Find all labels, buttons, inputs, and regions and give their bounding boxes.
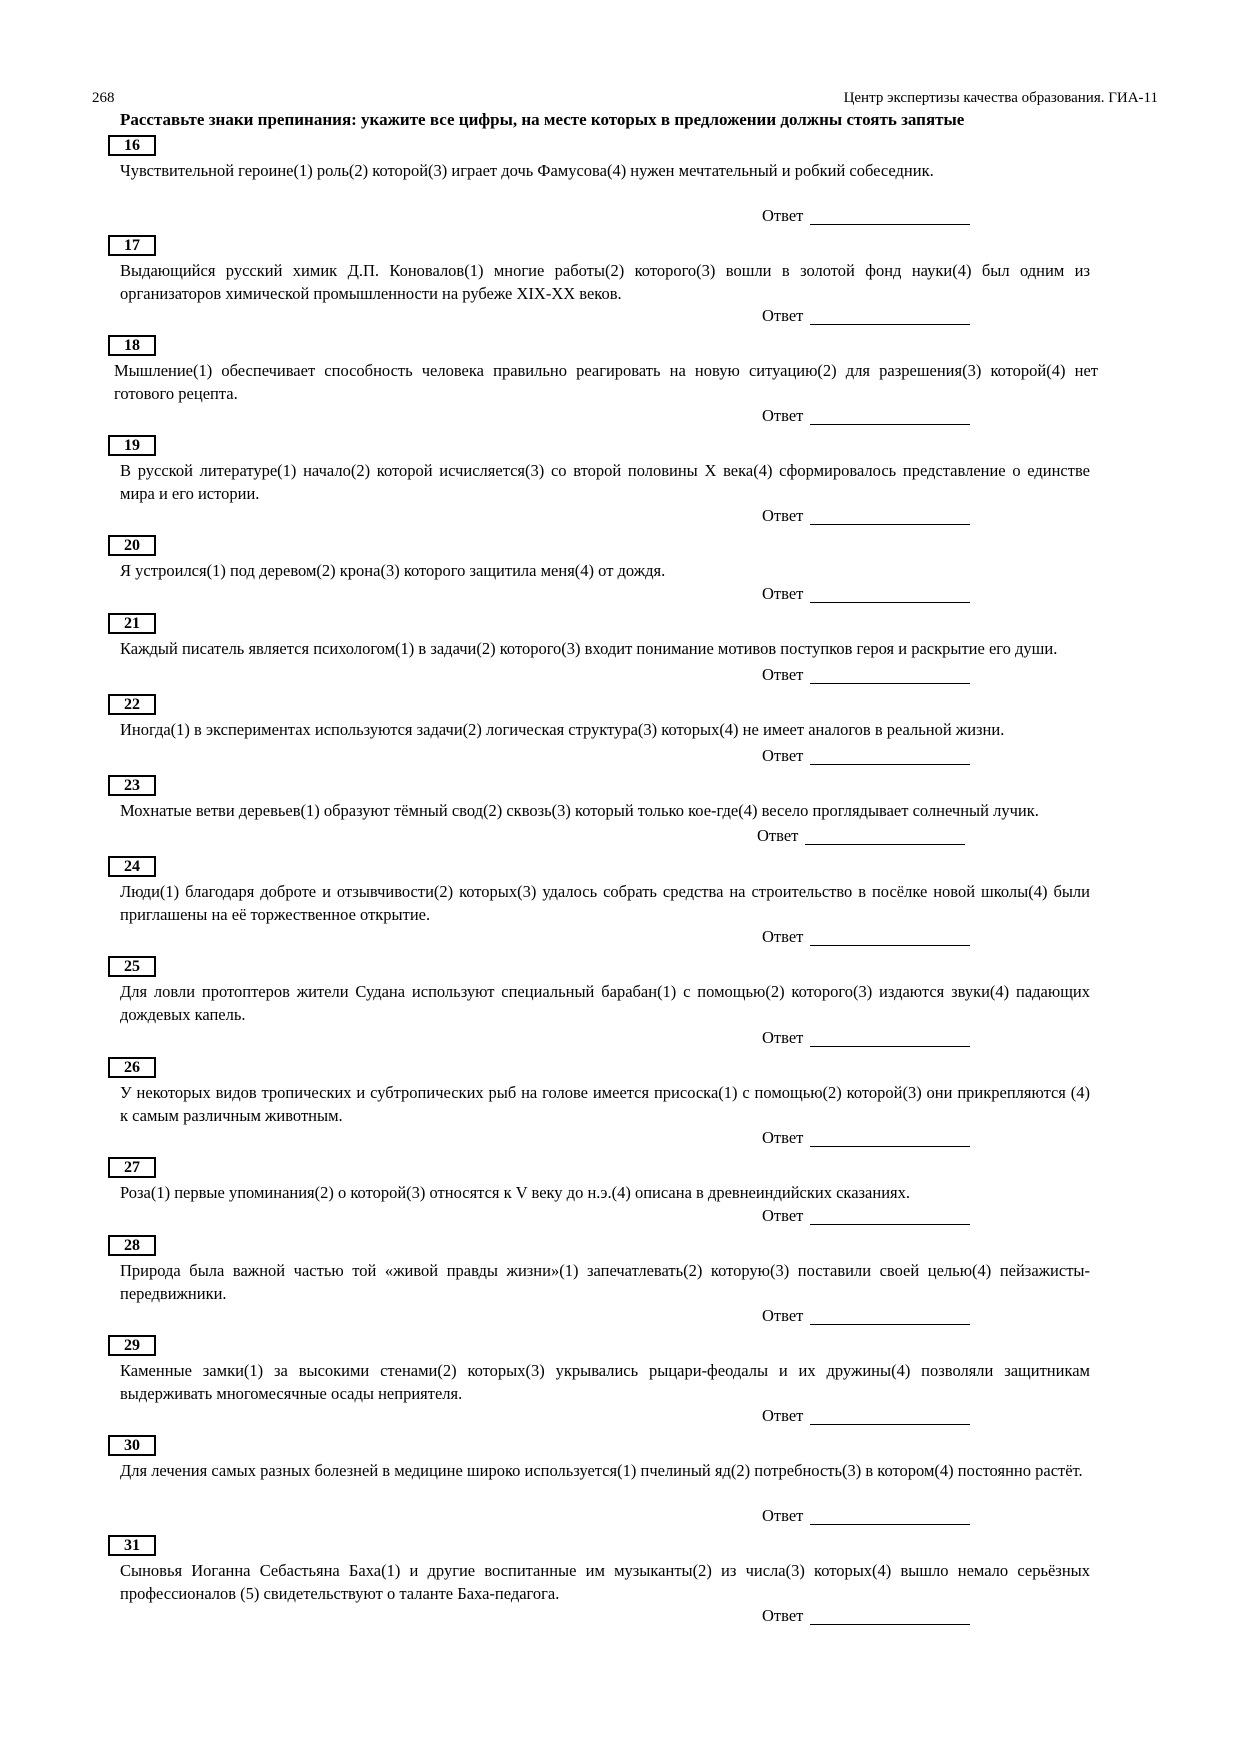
- task-sentence: Выдающийся русский химик Д.П. Коновалов(1) многие работы(2) которого(3) вошли в золотой фонд науки(4) был одним из организаторов химической промышленности на рубеже XIX-XX веков.: [120, 261, 1090, 303]
- page-number: 268: [92, 90, 115, 106]
- answer-field-30[interactable]: [810, 1524, 970, 1525]
- answer-row-22: [762, 746, 972, 766]
- answer-row-21: [762, 665, 972, 685]
- answer-label: Ответ: [762, 1128, 804, 1147]
- answer-row-19: [762, 506, 972, 526]
- task-sentence: Мышление(1) обеспечивает способность человека правильно реагировать на новую ситуацию(2) для разрешения(3) которой(4) нет готового рецепта.: [114, 361, 1098, 403]
- task-number: 22: [108, 694, 156, 715]
- task-sentence: Роза(1) первые упоминания(2) о которой(3) относятся к V веку до н.э.(4) описана в древнеиндийских сказаниях.: [120, 1183, 910, 1202]
- task-sentence: Чувствительной героине(1) роль(2) которой(3) играет дочь Фамусова(4) нужен мечтательный и робкий собеседник.: [120, 161, 934, 180]
- answer-label: Ответ: [762, 506, 804, 525]
- answer-label: Ответ: [762, 665, 804, 684]
- answer-label: Ответ: [762, 406, 804, 425]
- answer-field-26[interactable]: [810, 1146, 970, 1147]
- answer-field-18[interactable]: [810, 424, 970, 425]
- task-number: 23: [108, 775, 156, 796]
- answer-row-31: [762, 1606, 972, 1626]
- answer-field-29[interactable]: [810, 1424, 970, 1425]
- answer-row-30: [762, 1506, 972, 1526]
- answer-field-17[interactable]: [810, 324, 970, 325]
- answer-field-20[interactable]: [810, 602, 970, 603]
- task-number: 19: [108, 435, 156, 456]
- answer-label: Ответ: [762, 1028, 804, 1047]
- task-sentence: Мохнатые ветви деревьев(1) образуют тёмный свод(2) сквозь(3) который только кое-где(4) весело проглядывает солнечный лучик.: [120, 801, 1039, 820]
- answer-row-27: [762, 1206, 972, 1226]
- answer-row-17: [762, 306, 972, 326]
- answer-row-16: [762, 206, 972, 226]
- answer-field-22[interactable]: [810, 764, 970, 765]
- answer-label: Ответ: [762, 584, 804, 603]
- answer-row-26: [762, 1128, 972, 1148]
- answer-row-25: [762, 1028, 972, 1048]
- answer-field-27[interactable]: [810, 1224, 970, 1225]
- answer-field-19[interactable]: [810, 524, 970, 525]
- answer-field-24[interactable]: [810, 945, 970, 946]
- answer-label: Ответ: [762, 306, 804, 325]
- task-sentence: Иногда(1) в экспериментах используются задачи(2) логическая структура(3) которых(4) не имеет аналогов в реальной жизни.: [120, 720, 1005, 739]
- answer-label: Ответ: [762, 1306, 804, 1325]
- task-number: 31: [108, 1535, 156, 1556]
- task-number: 21: [108, 613, 156, 634]
- task-sentence: Сыновья Иоганна Себастьяна Баха(1) и другие воспитанные им музыканты(2) из числа(3) которых(4) вышло немало серьёзных профессионалов (5) свидетельствуют о таланте Баха-педагога.: [120, 1561, 1090, 1603]
- answer-row-24: [762, 927, 972, 947]
- task-sentence: Для ловли протоптеров жители Судана используют специальный барабан(1) с помощью(2) которого(3) издаются звуки(4) падающих дождевых капель.: [120, 982, 1090, 1024]
- task-number: 16: [108, 135, 156, 156]
- task-sentence: Каждый писатель является психологом(1) в задачи(2) которого(3) входит понимание мотивов поступков героя и раскрытие его души.: [120, 639, 1058, 658]
- answer-label: Ответ: [762, 1206, 804, 1225]
- answer-field-23[interactable]: [805, 844, 965, 845]
- task-number: 24: [108, 856, 156, 877]
- instruction: Расставьте знаки препинания: укажите все цифры, на месте которых в предложении должны стоять запятые: [120, 110, 965, 129]
- answer-row-29: [762, 1406, 972, 1426]
- task-number: 18: [108, 335, 156, 356]
- task-sentence: У некоторых видов тропических и субтропических рыб на голове имеется присоска(1) с помощью(2) которой(3) они прикрепляются (4) к самым различным животным.: [120, 1083, 1090, 1125]
- task-number: 28: [108, 1235, 156, 1256]
- answer-field-31[interactable]: [810, 1624, 970, 1625]
- answer-label: Ответ: [762, 1406, 804, 1425]
- answer-field-25[interactable]: [810, 1046, 970, 1047]
- answer-label: Ответ: [762, 206, 804, 225]
- task-sentence: Природа была важной частью той «живой правды жизни»(1) запечатлевать(2) которую(3) поставили своей целью(4) пейзажисты-передвижники.: [120, 1261, 1090, 1303]
- answer-field-16[interactable]: [810, 224, 970, 225]
- answer-label: Ответ: [762, 927, 804, 946]
- task-sentence: В русской литературе(1) начало(2) которой исчисляется(3) со второй половины X века(4) сформировалось представление о единстве мира и его истории.: [120, 461, 1090, 503]
- answer-row-23: [757, 826, 967, 846]
- task-number: 29: [108, 1335, 156, 1356]
- task-sentence: Каменные замки(1) за высокими стенами(2) которых(3) укрывались рыцари-феодалы и их дружины(4) позволяли защитникам выдерживать многомесячные осады неприятеля.: [120, 1361, 1090, 1403]
- answer-row-18: [762, 406, 972, 426]
- answer-field-28[interactable]: [810, 1324, 970, 1325]
- task-sentence: Люди(1) благодаря доброте и отзывчивости(2) которых(3) удалось собрать средства на строительство в посёлке новой школы(4) были приглашены на её торжественное открытие.: [120, 882, 1090, 924]
- page-header: [92, 86, 1158, 108]
- answer-label: Ответ: [762, 746, 804, 765]
- source-title: Центр экспертизы качества образования. ГИА-11: [843, 90, 1158, 106]
- task-number: 26: [108, 1057, 156, 1078]
- answer-row-20: [762, 584, 972, 604]
- task-number: 30: [108, 1435, 156, 1456]
- answer-field-21[interactable]: [810, 683, 970, 684]
- task-number: 20: [108, 535, 156, 556]
- task-sentence: Для лечения самых разных болезней в медицине широко используется(1) пчелиный яд(2) потребность(3) в котором(4) постоянно растёт.: [120, 1461, 1083, 1480]
- answer-label: Ответ: [762, 1606, 804, 1625]
- task-sentence: Я устроился(1) под деревом(2) крона(3) которого защитила меня(4) от дождя.: [120, 561, 666, 580]
- task-number: 25: [108, 956, 156, 977]
- answer-label: Ответ: [757, 826, 799, 845]
- task-number: 17: [108, 235, 156, 256]
- task-number: 27: [108, 1157, 156, 1178]
- answer-row-28: [762, 1306, 972, 1326]
- answer-label: Ответ: [762, 1506, 804, 1525]
